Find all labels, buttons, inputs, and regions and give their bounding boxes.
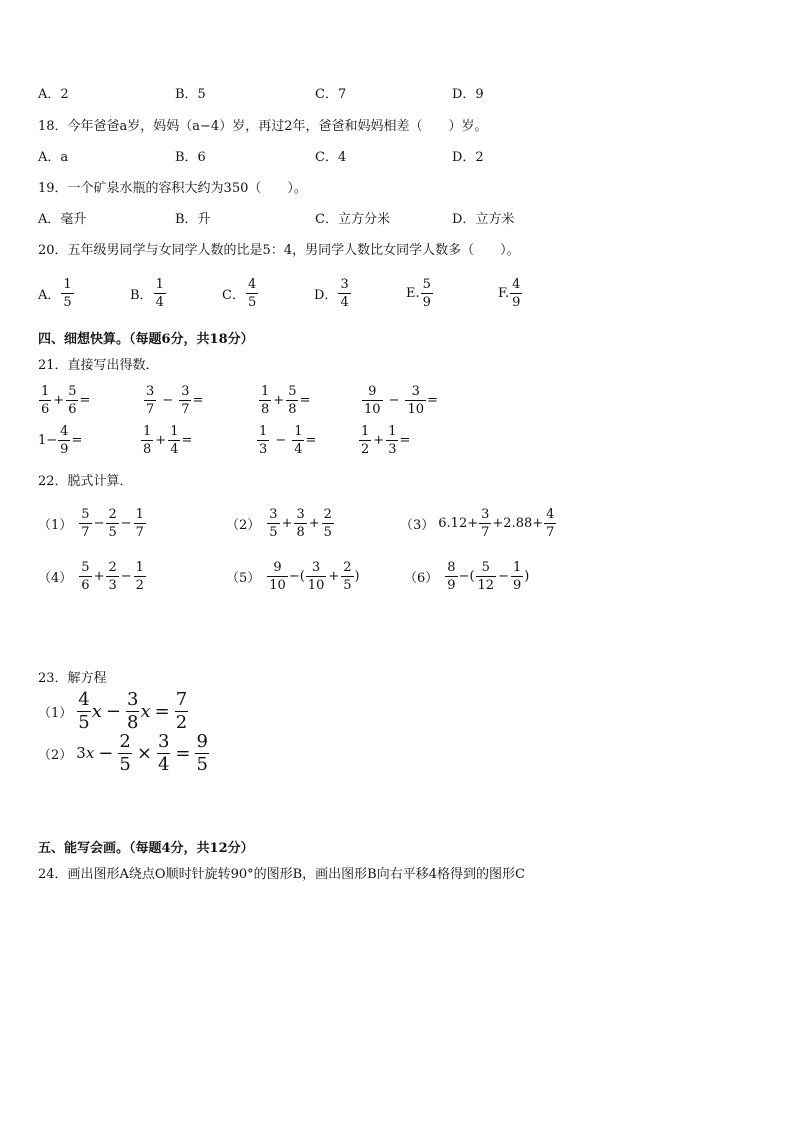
- fraction: $\frac{5}{8}$: [288, 383, 297, 417]
- fraction: $\frac{9}{5}$: [196, 730, 208, 775]
- q18-options: [38, 146, 598, 164]
- q23-title: 23．解方程: [38, 671, 107, 686]
- fraction: $\frac{1}{3}$: [388, 423, 397, 457]
- q20-option-f-letter: F.: [498, 285, 510, 301]
- fraction: 5 7: [81, 506, 90, 540]
- fraction: $\frac{3}{4}$: [157, 730, 170, 775]
- fraction: 1 8: [143, 423, 152, 457]
- fraction: $\frac{1}{9}$: [512, 559, 522, 593]
- q17-option-c: C．7: [315, 87, 347, 102]
- fraction: $\frac{2}{5}$: [343, 559, 352, 593]
- q19-option-a: A．毫升: [38, 212, 87, 227]
- q21-item-2: 3 7 − $\frac{3}{7}$ =: [146, 383, 204, 417]
- q19-option-b: B．升: [175, 212, 211, 227]
- fraction: 1 5: [63, 276, 72, 310]
- fraction: 4 5: [247, 276, 257, 310]
- fraction: $\frac{3}{7}$: [181, 383, 190, 417]
- q21-item-7: 1 3 − $\frac{1}{4}$ =: [259, 423, 317, 457]
- fraction: 3 5: [269, 506, 278, 540]
- fraction: $\frac{4}{9}$: [60, 423, 69, 457]
- fraction: 1 4: [155, 276, 164, 310]
- q19-options: [38, 208, 598, 226]
- q21-item-1: 1 6 + $\frac{5}{6}$ =: [41, 383, 91, 417]
- fraction: $\frac{2}{3}$: [108, 559, 117, 593]
- fraction: $\frac{1}{4}$: [294, 423, 303, 457]
- q20-option-a-letter: A．: [38, 287, 61, 303]
- q20-option-b-letter: B．: [130, 287, 153, 303]
- fraction: $\frac{2}{5}$: [323, 506, 332, 540]
- fraction: $\frac{2}{5}$: [108, 506, 117, 540]
- fraction: $\frac{3}{8}$: [296, 506, 305, 540]
- q22-expr-2: （2） 3 5 + $\frac{3}{8}$ + $\frac{2}{5}$: [226, 506, 332, 540]
- fraction: 3 7: [146, 383, 155, 417]
- q20-option-d: [314, 273, 352, 313]
- q18-option-d: D．2: [452, 150, 484, 165]
- fraction: $\frac{1}{4}$: [170, 423, 179, 457]
- q22-expr-4: （4） 5 6 + $\frac{2}{3}$ − $\frac{1}{2}$: [38, 559, 144, 593]
- fraction: 9 10: [269, 559, 286, 593]
- fraction: $\frac{7}{2}$: [175, 688, 188, 733]
- q17-options: [38, 83, 598, 101]
- fraction: $\frac{4}{7}$: [546, 506, 555, 540]
- q18-option-b: B．6: [175, 150, 206, 165]
- q20-option-d-letter: D．: [314, 287, 338, 303]
- q19-option-c: C．立方分米: [315, 212, 390, 227]
- q17-option-d: D．9: [452, 87, 484, 102]
- fraction: 3 10: [307, 559, 325, 593]
- fraction: $\frac{1}{7}$: [135, 506, 144, 540]
- fraction: $\frac{5}{6}$: [68, 383, 77, 417]
- section4-header: 四、细想快算。（每题6分，共18分）: [38, 332, 254, 347]
- fraction: $\frac{1}{2}$: [135, 559, 144, 593]
- fraction: 1 3: [259, 423, 268, 457]
- fraction: 4 9: [512, 276, 521, 310]
- q22-expr-3: （3） 6.12+ $\frac{3}{7}$ +2.88+ $\frac{4}{7}$: [400, 506, 555, 540]
- fraction: 1 8: [261, 383, 270, 417]
- q18-option-c: C．4: [315, 150, 347, 165]
- q22-expr-6: （6） 8 9 −( 5 12 − $\frac{1}{9}$ ): [404, 559, 530, 593]
- q22-title: 22．脱式计算．: [38, 474, 133, 489]
- fraction: 4 5: [78, 688, 90, 733]
- fraction: 5 12: [477, 559, 495, 593]
- q23-equation-1: （1） 4 5 x − $\frac{3}{8}$ x = $\frac{7}{2}$: [38, 688, 188, 733]
- q22-expr-1: （1） 5 7 − $\frac{2}{5}$ − $\frac{1}{7}$: [38, 506, 144, 540]
- q17-option-a: A．2: [38, 87, 69, 102]
- q21-title: 21．直接写出得数．: [38, 358, 159, 373]
- fraction: 1 6: [41, 383, 50, 417]
- q23-equation-2: （2） 3 x − $\frac{2}{5}$ × $\frac{3}{4}$ = $\frac{9}{5}$: [38, 730, 208, 775]
- section5-header: 五、能写会画。（每题4分，共12分）: [38, 841, 254, 856]
- q22-expr-5: （5） 9 10 −( 3 10 + $\frac{2}{5}$ ): [226, 559, 360, 593]
- q20-option-f: [498, 273, 523, 313]
- fraction: $\frac{3}{10}$: [407, 383, 424, 417]
- q24-stem: 24．画出图形A绕点O顺时针旋转90°的图形B，画出图形B向右平移4格得到的图形C: [38, 867, 525, 882]
- q21-item-8: 1 2 + $\frac{1}{3}$ =: [361, 423, 411, 457]
- q20-stem: 20．五年级男同学与女同学人数的比是5：4，男同学人数比女同学人数多（ ）。: [38, 243, 520, 258]
- fraction: 9 10: [364, 383, 381, 417]
- fraction: 3 4: [340, 276, 349, 310]
- q21-item-4: 9 10 − $\frac{3}{10}$ =: [364, 383, 438, 417]
- q21-item-6: 1 8 + $\frac{1}{4}$ =: [143, 423, 193, 457]
- fraction: $\frac{3}{8}$: [126, 688, 139, 733]
- fraction: 5 9: [422, 276, 431, 310]
- q21-item-3: 1 8 + $\frac{5}{8}$ =: [261, 383, 311, 417]
- q20-option-c-letter: C．: [222, 287, 245, 303]
- q18-stem: 18．今年爸爸a岁，妈妈（a−4）岁，再过2年，爸爸和妈妈相差（ ）岁。: [38, 119, 488, 134]
- q20-option-a: [38, 273, 75, 313]
- q18-option-a: A．a: [38, 150, 69, 165]
- q17-option-b: B．5: [175, 87, 206, 102]
- q19-option-d: D．立方米: [452, 212, 515, 227]
- q21-item-5: 1− $\frac{4}{9}$ =: [38, 423, 83, 457]
- q20-option-e-letter: E.: [406, 285, 420, 301]
- fraction: $\frac{2}{5}$: [119, 730, 131, 775]
- q20-option-e: [406, 273, 434, 313]
- q20-option-c: [222, 273, 259, 313]
- fraction: 5 6: [81, 559, 90, 593]
- q20-option-b: [130, 273, 167, 313]
- fraction: $\frac{3}{7}$: [481, 506, 490, 540]
- fraction: 1 2: [361, 423, 370, 457]
- fraction: 8 9: [447, 559, 456, 593]
- q19-stem: 19．一个矿泉水瓶的容积大约为350（ ）。: [38, 181, 307, 196]
